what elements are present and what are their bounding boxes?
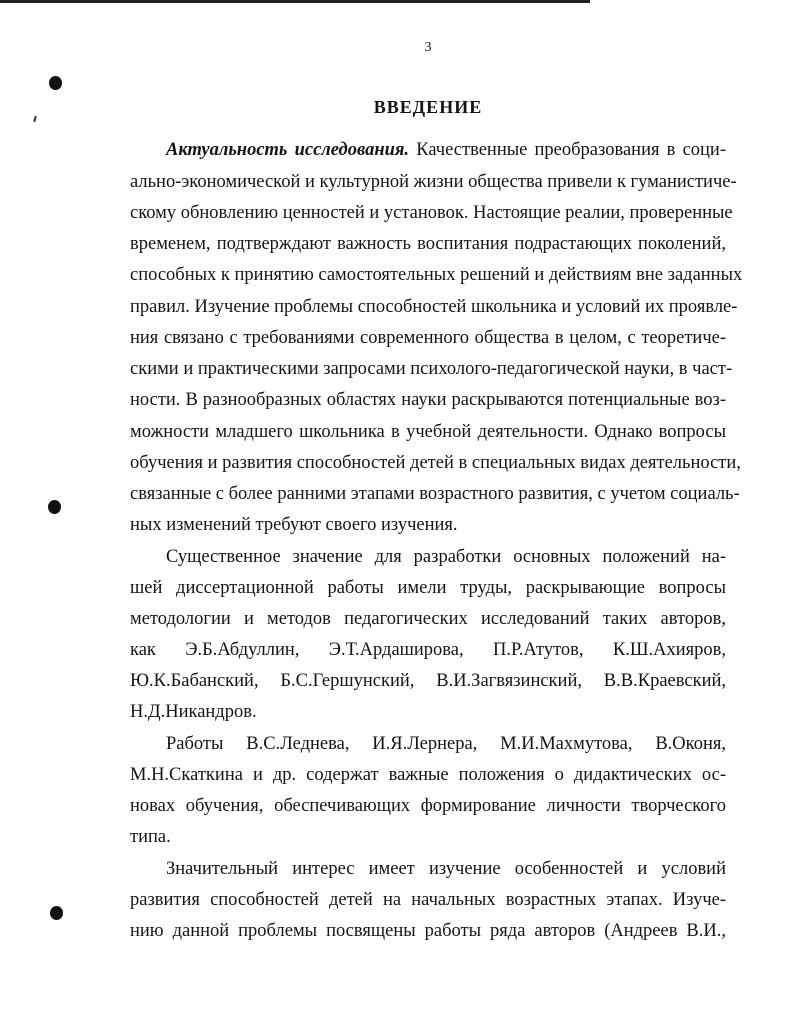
paragraph-line: новах обучения, обеспечивающих формирование личности творческого: [130, 796, 726, 816]
paragraph-line: временем, подтверждают важность воспитания подрастающих поколений,: [130, 234, 726, 254]
paragraph-line: как Э.Б.Абдуллин, Э.Т.Ардаширова, П.Р.Атутов, К.Ш.Ахияров,: [130, 640, 726, 660]
paragraph-line: ности. В разнообразных областях науки раскрываются потенциальные воз-: [130, 390, 726, 410]
paragraph-line: связанные с более ранними этапами возрастного развития, с учетом социаль-: [130, 484, 740, 504]
paragraph-line: обучения и развития способностей детей в специальных видах деятельности,: [130, 453, 741, 473]
paragraph-line: развития способностей детей на начальных возрастных этапах. Изуче-: [130, 890, 726, 910]
binder-hole-mark: [49, 76, 62, 90]
paragraph-line: Значительный интерес имеет изучение особенностей и условий: [166, 859, 726, 879]
paragraph-line: шей диссертационной работы имели труды, раскрывающие вопросы: [130, 578, 726, 598]
paragraph-line: скому обновлению ценностей и установок. Настоящие реалии, проверенные: [130, 203, 733, 223]
paragraph-line: правил. Изучение проблемы способностей школьника и условий их проявле-: [130, 297, 738, 317]
paragraph-line: Ю.К.Бабанский, Б.С.Гершунский, В.И.Загвязинский, В.В.Краевский,: [130, 671, 726, 691]
scan-speck: [33, 116, 36, 122]
paragraph-lead: Актуальность исследования.: [166, 140, 410, 160]
paragraph-line: Существенное значение для разработки основных положений на-: [166, 547, 726, 567]
line-text: Качественные преобразования в соци-: [409, 140, 726, 160]
paragraph-line: ния связано с требованиями современного общества в целом, с теоретиче-: [130, 328, 726, 348]
paragraph-line: нию данной проблемы посвящены работы ряда авторов (Андреев В.И.,: [130, 921, 726, 941]
binder-hole-mark: [50, 906, 63, 920]
binder-hole-mark: [48, 500, 61, 514]
paragraph-line: Н.Д.Никандров.: [130, 702, 257, 722]
section-heading: ВВЕДЕНИЕ: [373, 97, 483, 117]
paragraph-line: [166, 139, 726, 161]
paragraph-line: М.Н.Скаткина и др. содержат важные положения о дидактических ос-: [130, 765, 726, 785]
paragraph-line: ально-экономической и культурной жизни общества привели к гуманистиче-: [130, 172, 737, 192]
paragraph-line: способных к принятию самостоятельных решений и действиям вне заданных: [130, 265, 743, 285]
page-number: 3: [424, 40, 432, 55]
paragraph-line: Работы В.С.Леднева, И.Я.Лернера, М.И.Махмутова, В.Оконя,: [166, 734, 726, 754]
top-border-line: [0, 0, 590, 3]
paragraph-line: можности младшего школьника в учебной деятельности. Однако вопросы: [130, 422, 726, 442]
paragraph-line: типа.: [130, 827, 171, 847]
paragraph-line: методологии и методов педагогических исследований таких авторов,: [130, 609, 726, 629]
paragraph-line: скими и практическими запросами психолого-педагогической науки, в част-: [130, 359, 733, 379]
paragraph-line: ных изменений требуют своего изучения.: [130, 515, 458, 535]
